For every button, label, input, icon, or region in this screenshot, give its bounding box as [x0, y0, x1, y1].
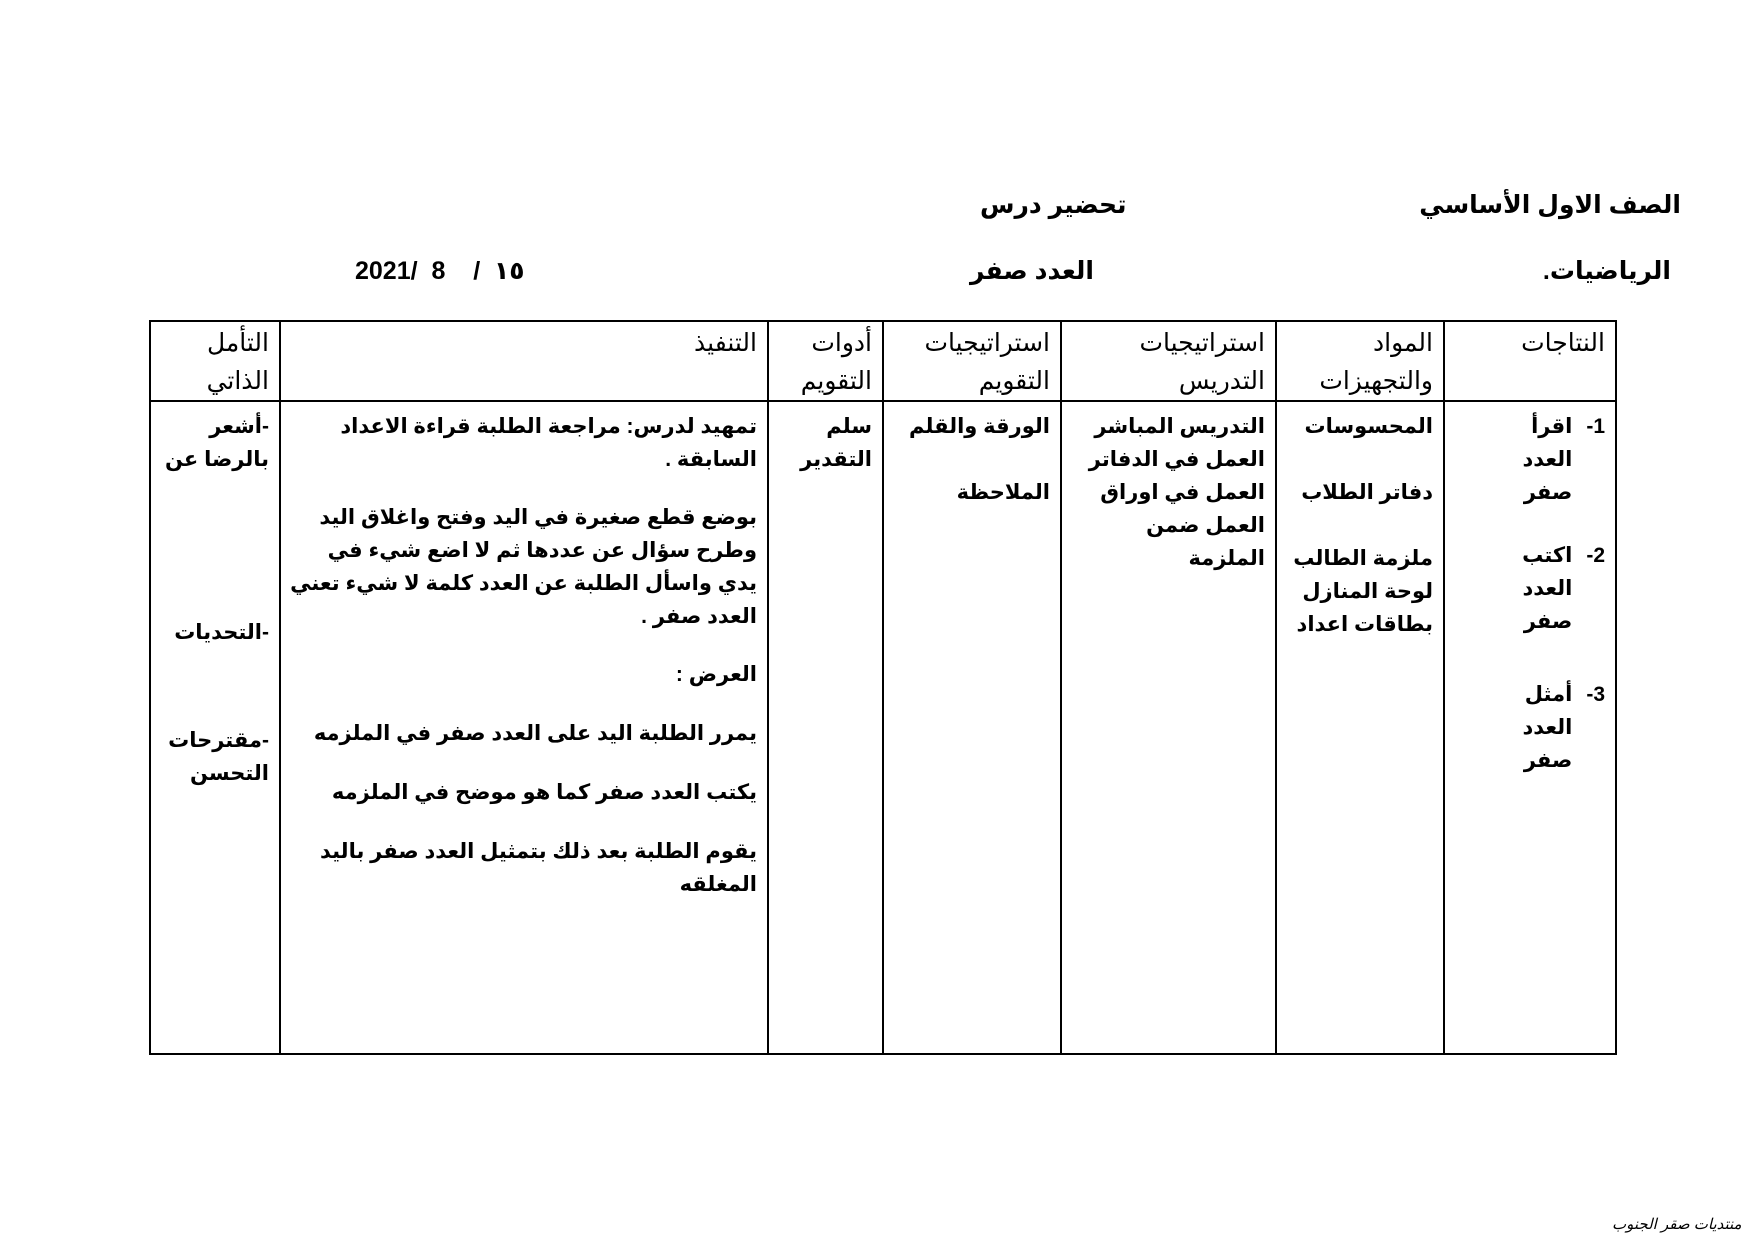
outcome-number: 2-	[1586, 544, 1605, 567]
list-item: بطاقات اعداد	[1296, 613, 1433, 636]
column-header-outcomes: النتاجات	[1444, 321, 1616, 401]
column-header-assessment-tools: أدوات التقويم	[768, 321, 883, 401]
reflection-item: -أشعر بالرضا عن	[165, 415, 269, 471]
footer-watermark: منتديات صقر الجنوب	[1612, 1216, 1742, 1233]
materials-cell	[1276, 401, 1444, 1054]
topic-label: العدد صفر	[970, 257, 1094, 285]
list-item: العمل ضمن الملزمة	[1146, 514, 1265, 570]
list-item: التدريس المباشر	[1094, 415, 1265, 438]
column-header-materials: المواد والتجهيزات	[1276, 321, 1444, 401]
lesson-date	[355, 256, 525, 286]
date-year: 2021	[355, 257, 411, 285]
reflection-item: -التحديات	[174, 621, 269, 644]
outcome-text: أمثل العدد صفر	[1522, 683, 1573, 772]
list-item: ملزمة الطالب	[1293, 547, 1433, 570]
list-spacer	[890, 443, 1050, 476]
subject-label: الرياضيات.	[1542, 257, 1671, 285]
list-item: سلم التقدير	[800, 415, 872, 471]
column-header-reflection: التأمل الذاتي	[150, 321, 280, 401]
list-item: الورقة والقلم	[909, 415, 1050, 438]
column-header-teaching-strategies: استراتيجيات التدريس	[1061, 321, 1276, 401]
execution-step: يقوم الطلبة بعد ذلك بتمثيل العدد صفر باليد المغلقه	[319, 840, 757, 896]
lesson-prep-title: تحضير درس	[980, 191, 1127, 219]
list-item: العمل في الدفاتر	[1088, 448, 1265, 471]
grade-label: الصف الاول الأساسي	[1419, 191, 1681, 219]
outcome-text: اكتب العدد صفر	[1522, 544, 1573, 633]
outcome-item	[1451, 539, 1605, 638]
outcome-number: 3-	[1586, 683, 1605, 706]
date-sep: /	[410, 257, 418, 285]
list-item: الملاحظة	[956, 481, 1050, 504]
outcome-item	[1451, 410, 1605, 509]
lesson-plan-table	[149, 320, 1617, 1055]
table-row	[150, 401, 1616, 1054]
reflection-cell	[150, 401, 280, 1054]
list-item: لوحة المنازل	[1302, 580, 1433, 603]
execution-cell	[280, 401, 768, 1054]
assessment-tools-cell	[768, 401, 883, 1054]
list-item: العمل في اوراق	[1100, 481, 1265, 504]
execution-intro: تمهيد لدرس: مراجعة الطلبة قراءة الاعداد السابقة .	[340, 415, 757, 471]
execution-activity: بوضع قطع صغيرة في اليد وفتح واغلاق اليد وطرح سؤال عن عددها ثم لا اضع شيء في يدي واسأل الطلبة عن العدد كلمة لا شيء تعني العدد صفر .	[290, 506, 757, 628]
outcome-item	[1451, 678, 1605, 777]
outcome-number: 1-	[1586, 415, 1605, 438]
execution-step: يكتب العدد صفر كما هو موضح في الملزمه	[331, 781, 757, 804]
execution-presentation: العرض :	[675, 663, 757, 686]
execution-step: يمرر الطلبة اليد على العدد صفر في الملزمه	[313, 722, 757, 745]
column-header-assessment-strategies: استراتيجيات التقويم	[883, 321, 1061, 401]
outcome-text: اقرأ العدد صفر	[1522, 415, 1573, 504]
date-sep: /	[473, 257, 481, 285]
teaching-strategies-cell	[1061, 401, 1276, 1054]
date-month: 8	[431, 257, 446, 285]
table-header-row	[150, 321, 1616, 401]
outcomes-cell	[1444, 401, 1616, 1054]
list-item: المحسوسات	[1304, 415, 1433, 438]
reflection-item: -مقترحات التحسن	[168, 729, 269, 785]
column-header-execution: التنفيذ	[280, 321, 768, 401]
assessment-strategies-cell	[883, 401, 1061, 1054]
date-day: ١٥	[494, 257, 525, 285]
list-item: دفاتر الطلاب	[1301, 481, 1433, 504]
